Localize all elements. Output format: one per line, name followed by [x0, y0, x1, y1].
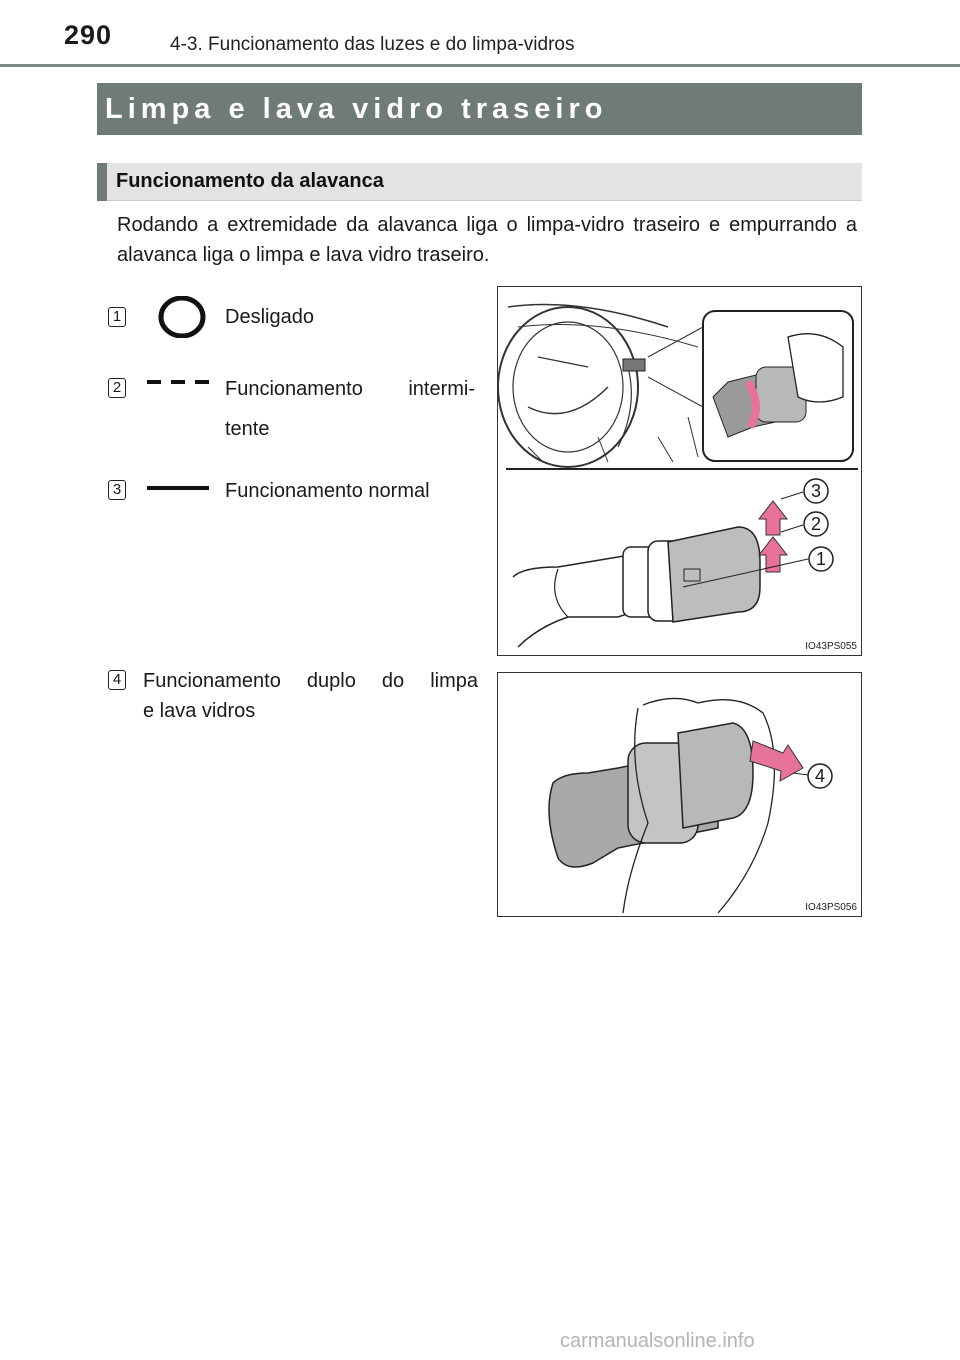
header-divider — [0, 64, 960, 67]
dashed-line-icon — [145, 376, 211, 388]
figure-double-wash — [497, 672, 862, 917]
item-number-2: 2 — [108, 378, 126, 398]
item-number-1: 1 — [108, 307, 126, 327]
position-label-intermittent-cont: tente — [225, 418, 270, 440]
intro-paragraph: Rodando a extremidade da alavanca liga o limpa-vidro traseiro e empurrando a alavanca liga o limpa e lava vidro traseiro. — [117, 214, 857, 266]
item-number-3: 3 — [108, 480, 126, 500]
chapter-heading: 4-3. Funcionamento das luzes e do limpa-vidros — [170, 34, 575, 55]
position-label-double-cont: e lava vidros — [143, 700, 256, 722]
page-number: 290 — [64, 20, 113, 50]
callout-1: 1 — [815, 549, 826, 569]
lever-push-illustration — [498, 673, 861, 916]
position-label-double: Funcionamento duplo do limpa — [143, 670, 478, 692]
lever-illustration — [498, 287, 861, 655]
figure-lever-positions — [497, 286, 862, 656]
watermark: carmanualsonline.info — [560, 1330, 755, 1352]
solid-line-icon — [145, 482, 211, 494]
position-label-normal: Funcionamento normal — [225, 480, 430, 502]
section-title: Limpa e lava vidro traseiro — [97, 83, 862, 135]
position-label-off: Desligado — [225, 306, 314, 328]
position-label-intermittent: Funcionamento intermi- — [225, 378, 475, 400]
callout-4: 4 — [814, 766, 825, 786]
figure-code: IO43PS055 — [805, 641, 857, 652]
callout-2: 2 — [810, 514, 821, 534]
item-number-4: 4 — [108, 670, 126, 690]
subsection-accent — [97, 163, 107, 201]
circle-icon — [157, 296, 207, 338]
figure-code: IO43PS056 — [805, 902, 857, 913]
subsection-title: Funcionamento da alavanca — [116, 170, 384, 192]
callout-3: 3 — [810, 481, 821, 501]
